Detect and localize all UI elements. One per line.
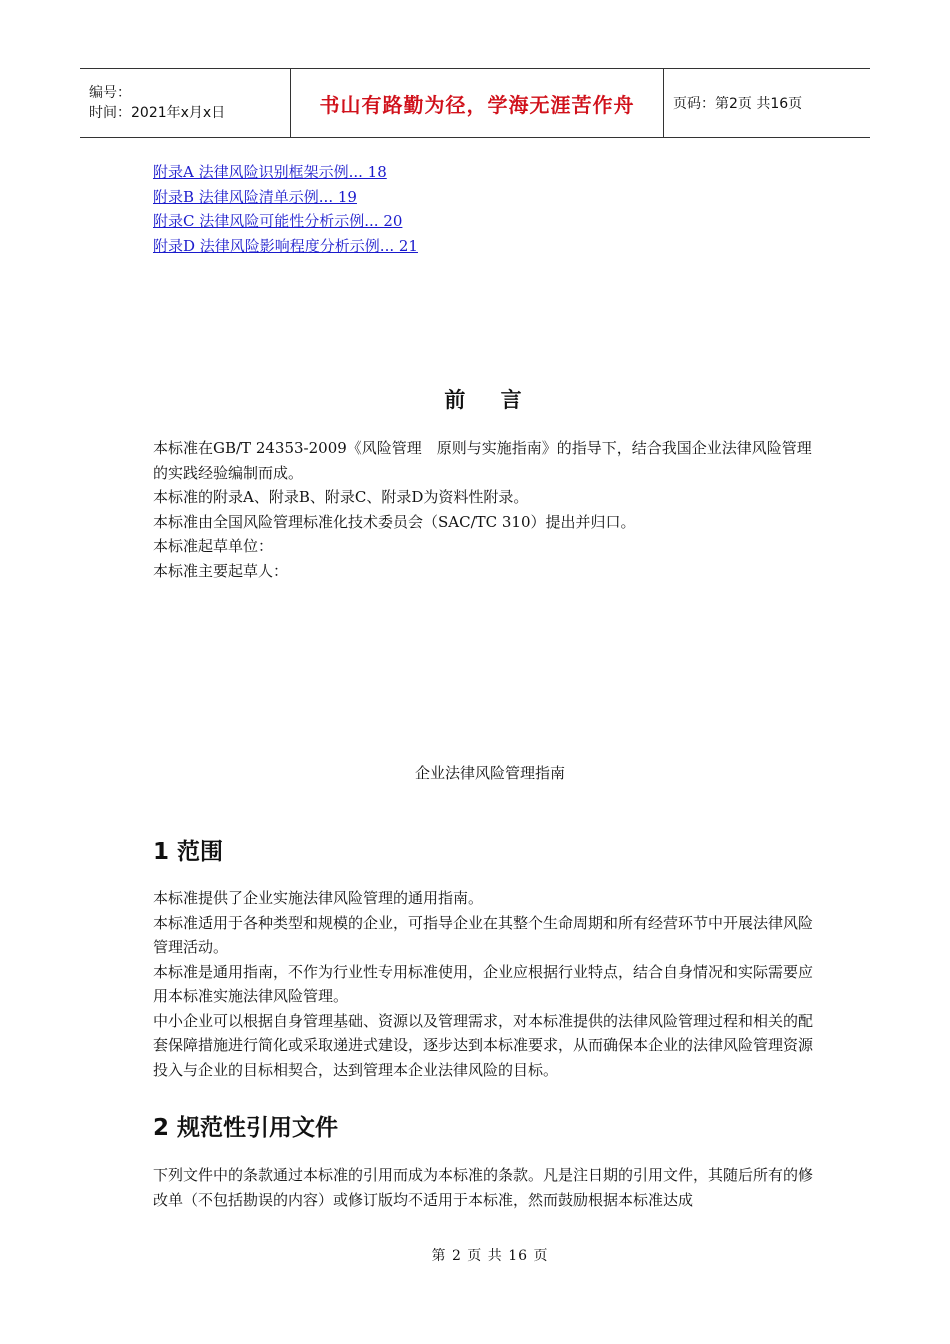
toc-link-appendix-b[interactable]: 附录B 法律风险清单示例... 19 <box>153 187 357 206</box>
section-1-paragraph: 本标准提供了企业实施法律风险管理的通用指南。 <box>153 889 484 907</box>
section-2-body <box>153 1163 825 1212</box>
toc-link-appendix-a[interactable]: 附录A 法律风险识别框架示例... 18 <box>153 163 387 181</box>
preface-body <box>153 436 825 583</box>
section-1-heading: 1 范围 <box>153 839 224 865</box>
page-label: 页码：第2页 共16页 <box>673 96 803 112</box>
toc-link-appendix-c[interactable]: 附录C 法律风险可能性分析示例... 20 <box>153 212 403 231</box>
preface-paragraph: 本标准由全国风险管理标准化技术委员会（SAC/TC 310）提出并归口。 <box>153 512 636 531</box>
header-meta <box>80 69 291 137</box>
section-1-paragraph: 本标准适用于各种类型和规模的企业，可指导企业在其整个生命周期和所有经营环节中开展法律风险管理活动。 <box>153 913 814 956</box>
toc-link-appendix-d[interactable]: 附录D 法律风险影响程度分析示例... 21 <box>153 237 418 256</box>
preface-paragraph: 本标准的附录A、附录B、附录C、附录D为资料性附录。 <box>153 488 529 506</box>
section-1-paragraph: 中小企业可以根据自身管理基础、资源以及管理需求，对本标准提供的法律风险管理过程和相关的配套保障措施进行简化或采取递进式建设，逐步达到本标准要求，从而确保本企业的法律风险管理资源投入与企业的目标相契合，达到管理本企业法律风险的目标。 <box>153 1011 814 1079</box>
section-1-body <box>153 886 825 1082</box>
section-2-heading: 2 规范性引用文件 <box>153 1115 339 1141</box>
code-label: 编号： <box>89 85 131 101</box>
section-1-paragraph: 本标准是通用指南，不作为行业性专用标准使用，企业应根据行业特点，结合自身情况和实际需要应用本标准实施法律风险管理。 <box>153 962 814 1005</box>
header-motto: 书山有路勤为径，学海无涯苦作舟 <box>319 92 635 117</box>
preface-paragraph: 本标准在GB/T 24353-2009《风险管理 原则与实施指南》的指导下，结合我国企业法律风险管理的实践经验编制而成。 <box>153 439 812 482</box>
page-footer: 第 2 页 共 16 页 <box>431 1248 549 1264</box>
table-of-contents <box>153 160 418 259</box>
preface-paragraph: 本标准起草单位： <box>153 537 274 555</box>
time-label: 时间：2021年x月x日 <box>89 105 226 121</box>
header-page-cell <box>664 69 870 137</box>
document-title: 企业法律风险管理指南 <box>414 764 565 782</box>
section-2-paragraph: 下列文件中的条款通过本标准的引用而成为本标准的条款。凡是注日期的引用文件，其随后所有的修改单（不包括勘误的内容）或修订版均不适用于本标准，然而鼓励根据本标准达成 <box>153 1166 814 1209</box>
preface-paragraph: 本标准主要起草人： <box>153 561 289 580</box>
preface-title: 前 言 <box>444 388 536 412</box>
page-header <box>80 68 870 138</box>
header-motto-cell <box>291 69 664 137</box>
